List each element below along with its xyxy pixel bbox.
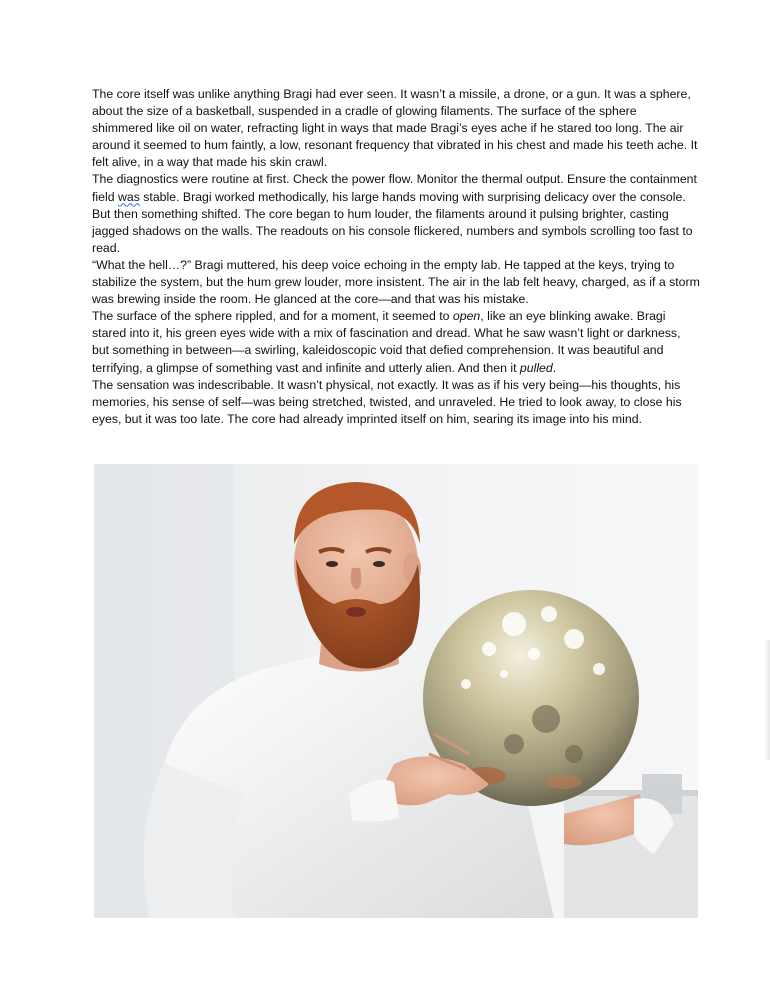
text-segment: .: [552, 360, 557, 375]
text-segment: The diagnostics were routine at first. Check the power flow. Monitor the thermal output. Ensure the containment field: [92, 172, 697, 204]
paragraph: [92, 86, 700, 171]
text-segment: open: [452, 309, 481, 324]
spellcheck-word: was: [117, 189, 140, 204]
text-segment: pulled: [519, 360, 553, 375]
text-segment: The surface of the sphere rippled, and for a moment, it seemed to: [92, 309, 453, 324]
text-segment: stable. Bragi worked methodically, his large hands moving with surprising delicacy over the console. But then something shifted. The core began to hum louder, the filaments around it pulsing brighter, casting jagged shadows on the walls. The readouts on his console flickered, numbers and symbols scrolling too fast to read.: [92, 189, 693, 255]
illustration-svg: [94, 464, 698, 918]
paragraph: [92, 377, 700, 428]
text-segment: The core itself was unlike anything Bragi had ever seen. It wasn’t a missile, a drone, or a gun. It was a sphere, about the size of a basketball, suspended in a cradle of glowing filaments. The surface of the sphere shimmered like oil on water, refracting light in ways that made Bragi’s eyes ache if he stared too long. The air around it seemed to hum faintly, a low, resonant frequency that vibrated in his chest and made his teeth ache. It felt alive, in a way that made his skin crawl.: [92, 87, 698, 170]
text-segment: The sensation was indescribable. It wasn’t physical, not exactly. It was as if his very being—his thoughts, his memories, his sense of self—was being stretched, twisted, and unraveled. He tried to look away, to close his eyes, but it was too late. The core had already imprinted itself on him, searing its image into his mind.: [92, 377, 682, 426]
paragraph: [92, 308, 700, 376]
text-segment: “What the hell…?” Bragi muttered, his deep voice echoing in the empty lab. He tapped at the keys, trying to stabilize the system, but the hum grew louder, more insistent. The air in the lab felt heavy, charged, as if a storm was brewing inside the room. He glanced at the core—and that was his mistake.: [92, 257, 700, 307]
text-segment: , like an eye blinking awake. Bragi stared into it, his green eyes wide with a mix of fascination and dread. What he saw wasn’t light or darkness, but something in between—a swirling, kaleidoscopic void that defied comprehension. It was beautiful and terrifying, a glimpse of something vast and infinite and utterly alien. And then it: [92, 309, 681, 375]
page-edge-shadow: [764, 640, 770, 760]
paragraph: [92, 257, 700, 308]
paragraph: [92, 171, 700, 256]
illustration-man-holding-sphere: [94, 464, 698, 918]
story-text: [92, 86, 700, 428]
